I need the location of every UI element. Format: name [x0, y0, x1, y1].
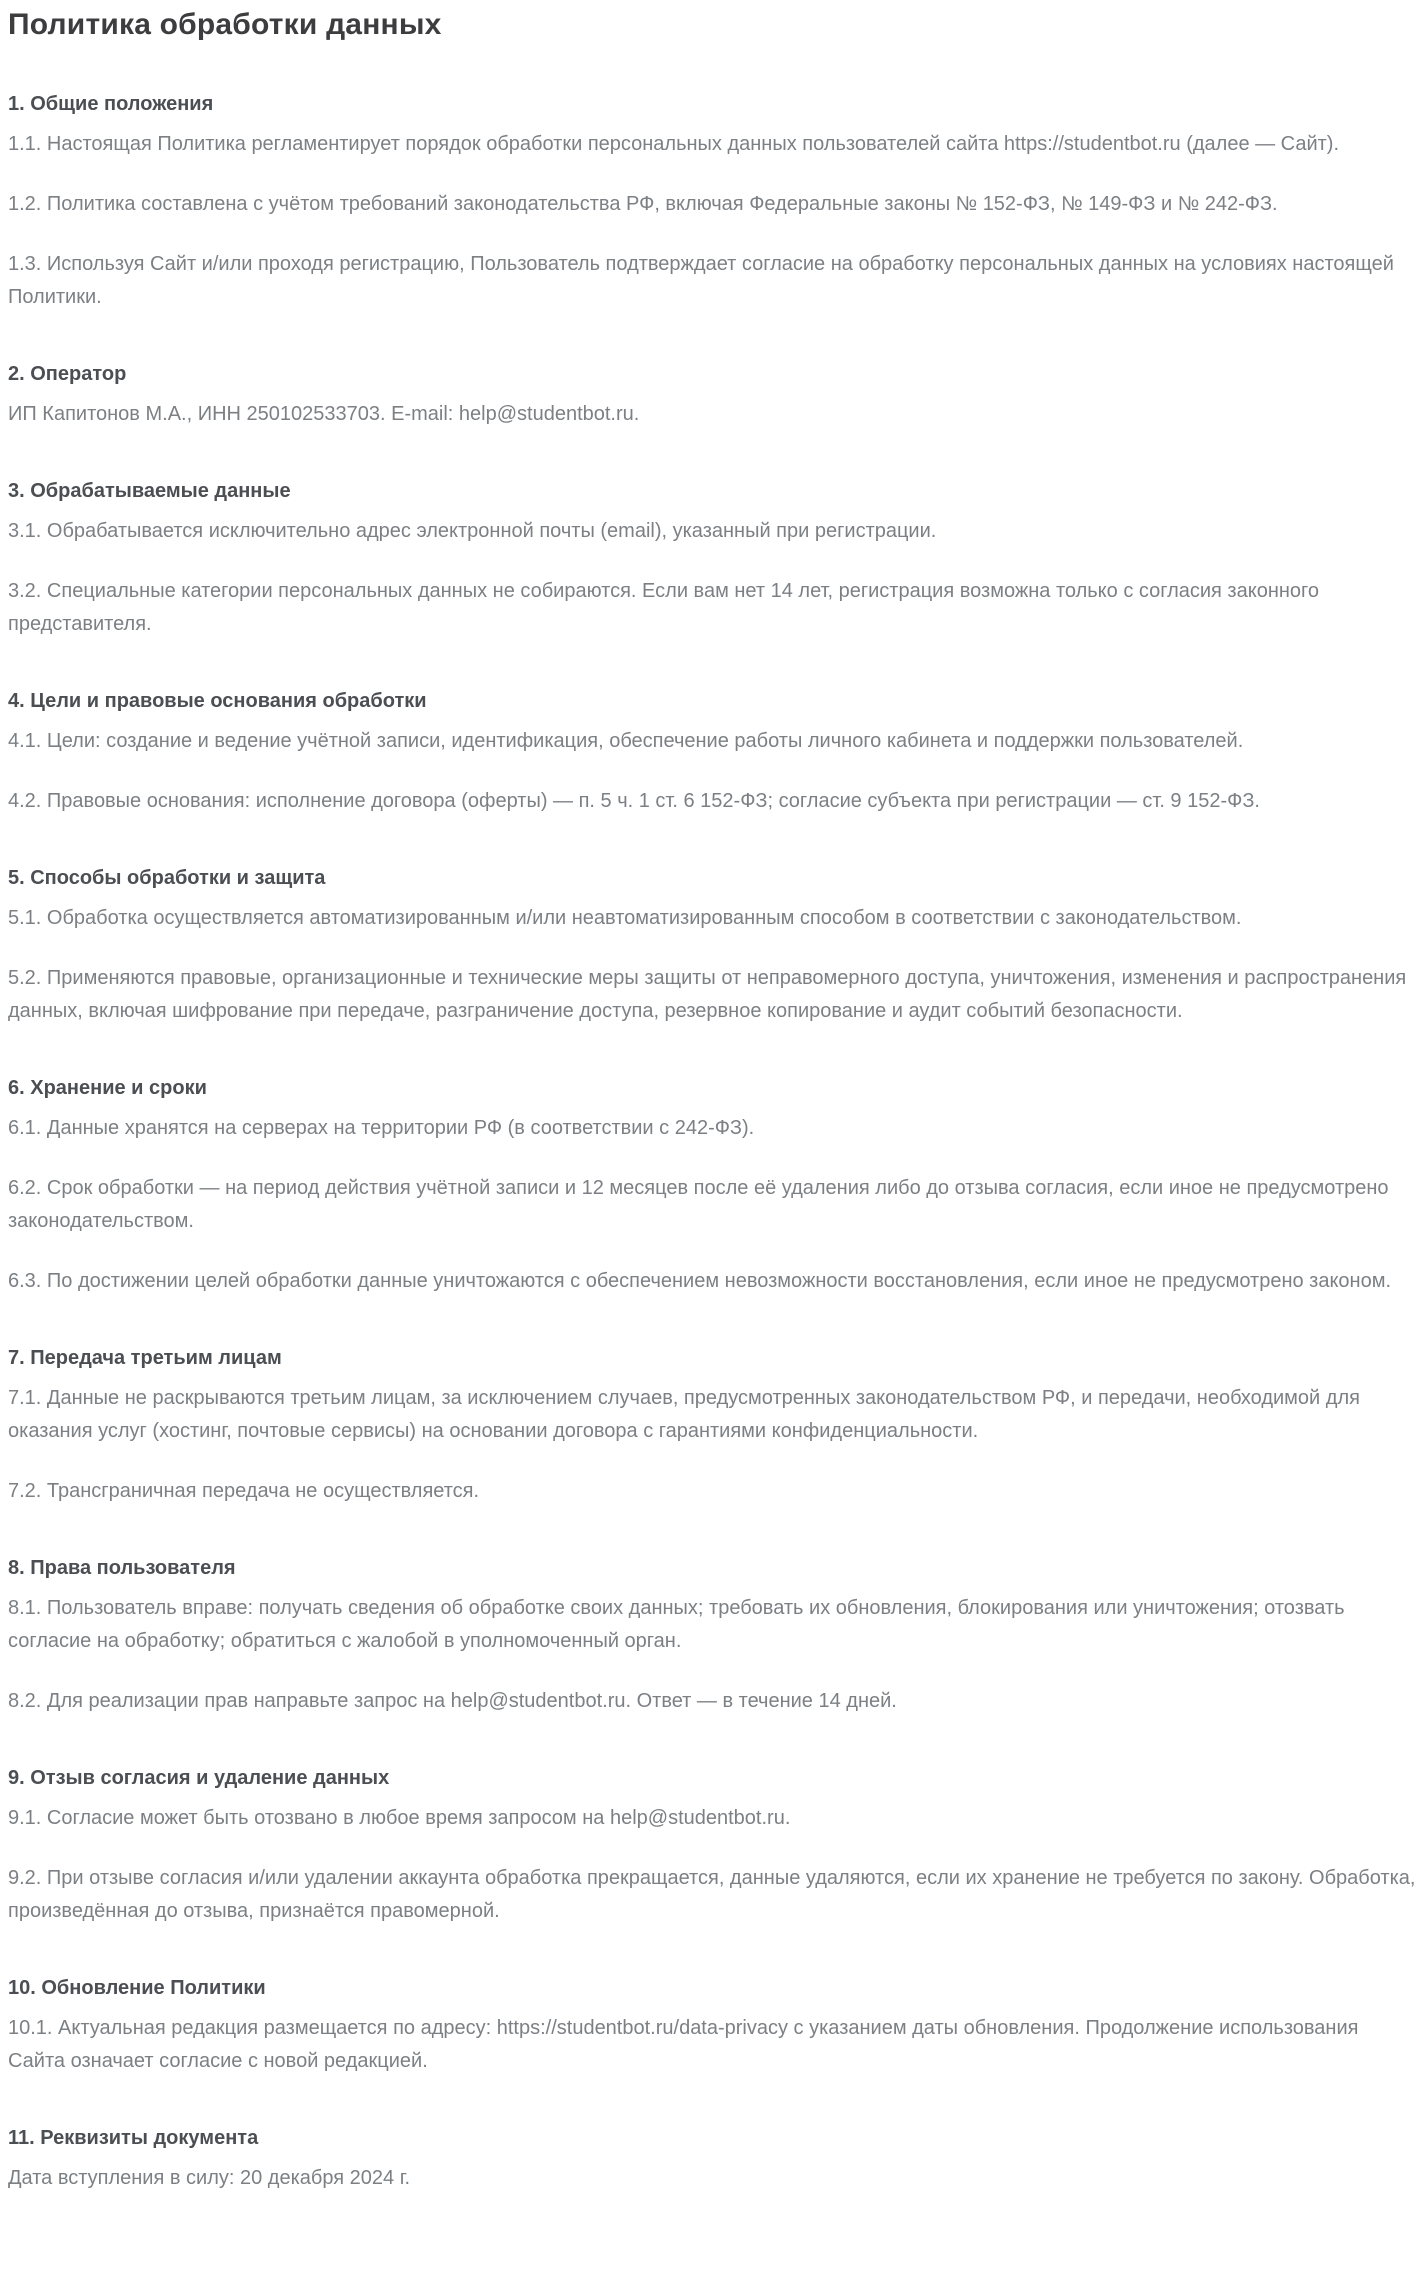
section-consent-withdrawal: [8, 1764, 1420, 1928]
section-third-party-transfer: [8, 1344, 1420, 1508]
section-heading: 1. Общие положения: [8, 93, 214, 115]
section-heading: 7. Передача третьим лицам: [8, 1347, 282, 1369]
section-paragraph: 1.1. Настоящая Политика регламентирует порядок обработки персональных данных пользователей сайта https://studentbot.ru (далее — Сайт).: [8, 133, 1340, 155]
section-policy-updates: [8, 1974, 1420, 2078]
page-title: Политика обработки данных: [8, 8, 442, 41]
section-processing-methods-protection: [8, 864, 1420, 1028]
section-general-provisions: [8, 90, 1420, 314]
section-heading: 4. Цели и правовые основания обработки: [8, 690, 427, 712]
section-heading: 2. Оператор: [8, 363, 127, 385]
section-heading: 6. Хранение и сроки: [8, 1077, 207, 1099]
section-paragraph: 5.1. Обработка осуществляется автоматизированным и/или неавтоматизированным способом в соответствии с законодательством.: [8, 907, 1242, 929]
section-paragraph: 8.1. Пользователь вправе: получать сведения об обработке своих данных; требовать их обновления, блокирования или уничтожения; отозвать согласие на обработку; обратиться с жалобой в уполномоченный орган.: [8, 1597, 1345, 1652]
section-paragraph: 9.2. При отзыве согласия и/или удалении аккаунта обработка прекращается, данные удаляются, если их хранение не требуется по закону. Обработка, произведённая до отзыва, признаётся правомерной.: [8, 1867, 1416, 1922]
section-paragraph: 6.3. По достижении целей обработки данные уничтожаются с обеспечением невозможности восстановления, если иное не предусмотрено законом.: [8, 1270, 1392, 1292]
section-heading: 9. Отзыв согласия и удаление данных: [8, 1767, 390, 1789]
section-paragraph: 9.1. Согласие может быть отозвано в любое время запросом на help@studentbot.ru.: [8, 1807, 791, 1829]
section-heading: 10. Обновление Политики: [8, 1977, 266, 1999]
section-paragraph: Дата вступления в силу: 20 декабря 2024 г.: [8, 2167, 411, 2189]
section-paragraph: 6.2. Срок обработки — на период действия учётной записи и 12 месяцев после её удаления либо до отзыва согласия, если иное не предусмотрено законодательством.: [8, 1177, 1389, 1232]
section-storage-terms: [8, 1074, 1420, 1298]
section-paragraph: 5.2. Применяются правовые, организационные и технические меры защиты от неправомерного доступа, уничтожения, изменения и распространения данных, включая шифрование при передаче, разграничение доступа, резервное копирование и аудит событий безопасности.: [8, 967, 1407, 1022]
section-operator: [8, 360, 1420, 431]
section-paragraph: 8.2. Для реализации прав направьте запрос на help@studentbot.ru. Ответ — в течение 14 дней.: [8, 1690, 897, 1712]
section-paragraph: 6.1. Данные хранятся на серверах на территории РФ (в соответствии с 242-ФЗ).: [8, 1117, 755, 1139]
section-heading: 11. Реквизиты документа: [8, 2127, 259, 2149]
section-processed-data: [8, 477, 1420, 641]
section-paragraph: 4.2. Правовые основания: исполнение договора (оферты) — п. 5 ч. 1 ст. 6 152-ФЗ; согласие субъекта при регистрации — ст. 9 152-ФЗ.: [8, 790, 1260, 812]
section-heading: 3. Обрабатываемые данные: [8, 480, 291, 502]
section-paragraph: 7.1. Данные не раскрываются третьим лицам, за исключением случаев, предусмотренных законодательством РФ, и передачи, необходимой для оказания услуг (хостинг, почтовые сервисы) на основании договора с гарантиями конфиденциальности.: [8, 1387, 1360, 1442]
section-user-rights: [8, 1554, 1420, 1718]
section-paragraph: 7.2. Трансграничная передача не осуществляется.: [8, 1480, 480, 1502]
section-heading: 5. Способы обработки и защита: [8, 867, 326, 889]
section-paragraph: 4.1. Цели: создание и ведение учётной записи, идентификация, обеспечение работы личного кабинета и поддержки пользователей.: [8, 730, 1244, 752]
section-paragraph: 1.2. Политика составлена с учётом требований законодательства РФ, включая Федеральные законы № 152-ФЗ, № 149-ФЗ и № 242-ФЗ.: [8, 193, 1278, 215]
section-paragraph: 3.2. Специальные категории персональных данных не собираются. Если вам нет 14 лет, регистрация возможна только с согласия законного представителя.: [8, 580, 1320, 635]
section-paragraph: ИП Капитонов М.А., ИНН 250102533703. E-mail: help@studentbot.ru.: [8, 403, 640, 425]
section-paragraph: 3.1. Обрабатывается исключительно адрес электронной почты (email), указанный при регистрации.: [8, 520, 937, 542]
section-paragraph: 1.3. Используя Сайт и/или проходя регистрацию, Пользователь подтверждает согласие на обработку персональных данных на условиях настоящей Политики.: [8, 253, 1394, 308]
section-document-details: [8, 2124, 1420, 2195]
section-paragraph: 10.1. Актуальная редакция размещается по адресу: https://studentbot.ru/data-privacy с указанием даты обновления. Продолжение использования Сайта означает согласие с новой редакцией.: [8, 2017, 1359, 2072]
section-heading: 8. Права пользователя: [8, 1557, 236, 1579]
section-purposes-legal-grounds: [8, 687, 1420, 818]
